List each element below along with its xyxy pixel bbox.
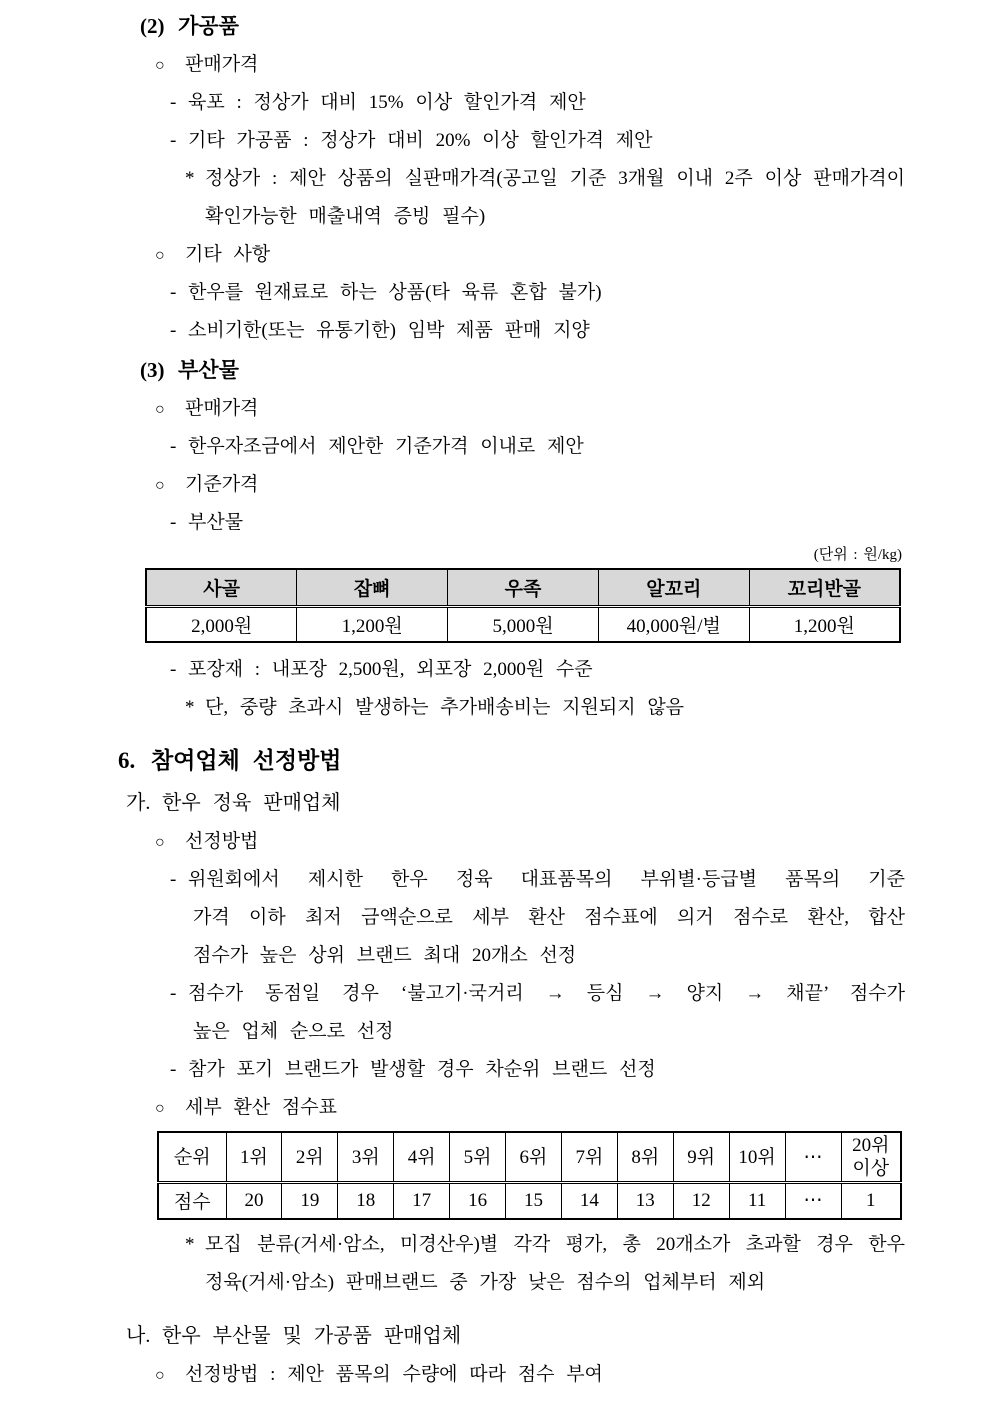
list-item-text: 판매가격: [185, 398, 259, 419]
list-item-text: 기준가격: [185, 474, 259, 495]
footnote-text: 모집 분류(거세·암소, 미경산우)별 각각 평가, 총 20개소가 초과할 경우 한우: [205, 1233, 905, 1255]
dash-bullet: -: [170, 436, 177, 457]
list-item-hanwoo-ingredient: [0, 274, 992, 312]
list-item-text: 세부 환산 점수표: [185, 1097, 337, 1118]
table-header-cell: 잡뼈: [297, 569, 448, 606]
numbering-label: (3): [140, 358, 165, 382]
spacer: [0, 1302, 992, 1316]
list-item-committee-3: [0, 937, 992, 975]
subsection-heading-byproduct-sellers: [0, 1316, 992, 1356]
list-item-text: 판매가격: [185, 54, 259, 75]
dash-bullet: -: [170, 92, 177, 113]
table-cell: 20위 이상: [841, 1132, 901, 1183]
heading-text: 참여업체 선정방법: [151, 748, 342, 773]
asterisk-bullet: *: [185, 168, 195, 189]
table-cell: 20: [226, 1183, 282, 1219]
table-cell: 18: [338, 1183, 394, 1219]
list-item-text: 점수가 동점일 경우 ‘불고기·국거리 → 등심 → 양지 → 채끝’ 점수가: [188, 983, 905, 1004]
footnote-text: 단, 중량 초과시 발생하는 추가배송비는 지원되지 않음: [205, 697, 685, 718]
circle-bullet: ○: [155, 834, 165, 851]
footnote-text: 정육(거세·암소) 판매브랜드 중 가장 낮은 점수의 업체부터 제외: [205, 1271, 766, 1293]
list-item-text: 포장재 : 내포장 2,500원, 외포장 2,000원 수준: [188, 659, 593, 680]
numbering-label: 가.: [126, 792, 151, 814]
byproduct-price-table: [145, 568, 901, 643]
list-item-other-matters: [0, 236, 992, 274]
list-item-sale-price-2: [0, 390, 992, 428]
list-item-jerky: [0, 84, 992, 122]
footnote-evaluation-1: [0, 1226, 905, 1264]
asterisk-bullet: *: [185, 697, 195, 718]
spacer: [0, 727, 992, 739]
list-item-tiebreak-1: [0, 975, 905, 1013]
section-heading-processed-goods: [0, 6, 992, 46]
table-cell: 15: [506, 1183, 562, 1219]
table-cell: 3위: [338, 1132, 394, 1183]
list-item-other-processed: [0, 122, 992, 160]
table-cell: 6위: [506, 1132, 562, 1183]
list-item-text: 높은 업체 순으로 선정: [193, 1021, 394, 1042]
list-item-text: 기타 사항: [185, 244, 271, 265]
dash-bullet: -: [170, 320, 177, 341]
section-heading-selection-method: [0, 739, 992, 783]
table-header-cell: 사골: [146, 569, 297, 606]
footnote-text: 확인가능한 매출내역 증빙 필수): [205, 206, 486, 227]
dash-bullet: -: [170, 282, 177, 303]
table-cell: ⋯: [785, 1183, 841, 1219]
circle-bullet: ○: [155, 57, 165, 74]
list-item-tiebreak-2: [0, 1013, 992, 1051]
list-item-expiry: [0, 312, 992, 350]
table-cell: 1,200원: [749, 606, 900, 642]
table-cell: 16: [450, 1183, 506, 1219]
table-cell: 14: [561, 1183, 617, 1219]
list-item-text: 위원회에서 제시한 한우 정육 대표품목의 부위별·등급별 품목의 기준: [188, 869, 905, 890]
heading-text: 한우 정육 판매업체: [162, 792, 341, 814]
spacer: [0, 643, 992, 651]
footnote-shipping: [0, 689, 992, 727]
table-cell: 2위: [282, 1132, 338, 1183]
table-cell: 5위: [450, 1132, 506, 1183]
list-item-text: 한우를 원재료로 하는 상품(타 육류 혼합 불가): [188, 282, 602, 303]
heading-text: 부산물: [178, 358, 239, 382]
list-item-selection-method-2: [0, 1356, 992, 1394]
table-cell: 9위: [673, 1132, 729, 1183]
list-item-packaging: [0, 651, 992, 689]
heading-text: 한우 부산물 및 가공품 판매업체: [162, 1324, 462, 1347]
list-item-text: 기타 가공품 : 정상가 대비 20% 이상 할인가격 제안: [188, 130, 653, 151]
table-header-row: [158, 1132, 901, 1183]
table-cell: 8위: [617, 1132, 673, 1183]
list-item-text: 소비기한(또는 유통기한) 임박 제품 판매 지양: [188, 320, 590, 341]
list-item-byproduct: [0, 504, 992, 542]
dash-bullet: -: [170, 130, 177, 151]
table-header-cell: 꼬리반골: [749, 569, 900, 606]
dash-bullet: -: [170, 659, 177, 680]
table-row: [146, 606, 900, 642]
table-cell: 7위: [561, 1132, 617, 1183]
table-header-cell: 알꼬리: [598, 569, 749, 606]
footnote-text: 정상가 : 제안 상품의 실판매가격(공고일 기준 3개월 이내 2주 이상 판매가격이: [205, 168, 905, 189]
unit-label: (단위 : 원/kg): [813, 547, 902, 563]
list-item-text: 육포 : 정상가 대비 15% 이상 할인가격 제안: [188, 92, 586, 113]
table-header-row: [146, 569, 900, 606]
numbering-label: 6.: [118, 748, 136, 773]
table-cell: 12: [673, 1183, 729, 1219]
dash-bullet: -: [170, 869, 177, 890]
footnote-normal-price-2: [0, 198, 992, 236]
table-header-cell: 우족: [448, 569, 599, 606]
footnote-normal-price-1: [0, 160, 905, 198]
table-cell: 1: [841, 1183, 901, 1219]
asterisk-bullet: *: [185, 1233, 195, 1255]
table-cell: 순위: [158, 1132, 226, 1183]
circle-bullet: ○: [155, 477, 165, 494]
table-cell: 1,200원: [297, 606, 448, 642]
numbering-label: (2): [140, 14, 165, 38]
table-cell: 4위: [394, 1132, 450, 1183]
list-item-text: 선정방법: [185, 831, 259, 852]
list-item-text: 점수가 높은 상위 브랜드 최대 20개소 선정: [193, 945, 577, 966]
table-cell: 11: [729, 1183, 785, 1219]
table-cell: 10위: [729, 1132, 785, 1183]
list-item-text: 한우자조금에서 제안한 기준가격 이내로 제안: [188, 436, 584, 457]
table-cell: 19: [282, 1183, 338, 1219]
table-cell: ⋯: [785, 1132, 841, 1183]
list-item-selection-method: [0, 823, 992, 861]
table-cell: 점수: [158, 1183, 226, 1219]
list-item-text: 가격 이하 최저 금액순으로 세부 환산 점수표에 의거 점수로 환산, 합산: [193, 907, 905, 928]
table-cell: 17: [394, 1183, 450, 1219]
circle-bullet: ○: [155, 1366, 165, 1384]
list-item-checkoff-price: [0, 428, 992, 466]
list-item-score-table-label: [0, 1089, 992, 1127]
table-cell: 40,000원/벌: [598, 606, 749, 642]
rank-score-table: [157, 1131, 902, 1220]
list-item-committee-1: [0, 861, 905, 899]
circle-bullet: ○: [155, 401, 165, 418]
table-cell: 2,000원: [146, 606, 297, 642]
list-item-text: 부산물: [188, 512, 244, 533]
footnote-evaluation-2: [0, 1264, 992, 1302]
table-row: [158, 1183, 901, 1219]
circle-bullet: ○: [155, 1100, 165, 1117]
list-item-base-price: [0, 466, 992, 504]
table-cell: 13: [617, 1183, 673, 1219]
table-cell: 5,000원: [448, 606, 599, 642]
dash-bullet: -: [170, 1059, 177, 1080]
dash-bullet: -: [170, 983, 177, 1004]
list-item-committee-2: [0, 899, 905, 937]
circle-bullet: ○: [155, 247, 165, 264]
list-item-text: 참가 포기 브랜드가 발생할 경우 차순위 브랜드 선정: [188, 1059, 656, 1080]
subsection-heading-meat-sellers: [0, 783, 992, 823]
numbering-label: 나.: [126, 1324, 151, 1347]
list-item-text: 선정방법 : 제안 품목의 수량에 따라 점수 부여: [185, 1363, 603, 1385]
section-heading-byproducts: [0, 350, 992, 390]
heading-text: 가공품: [178, 14, 239, 38]
dash-bullet: -: [170, 512, 177, 533]
list-item-withdrawal: [0, 1051, 992, 1089]
table-cell: 1위: [226, 1132, 282, 1183]
list-item-sale-price: [0, 46, 992, 84]
